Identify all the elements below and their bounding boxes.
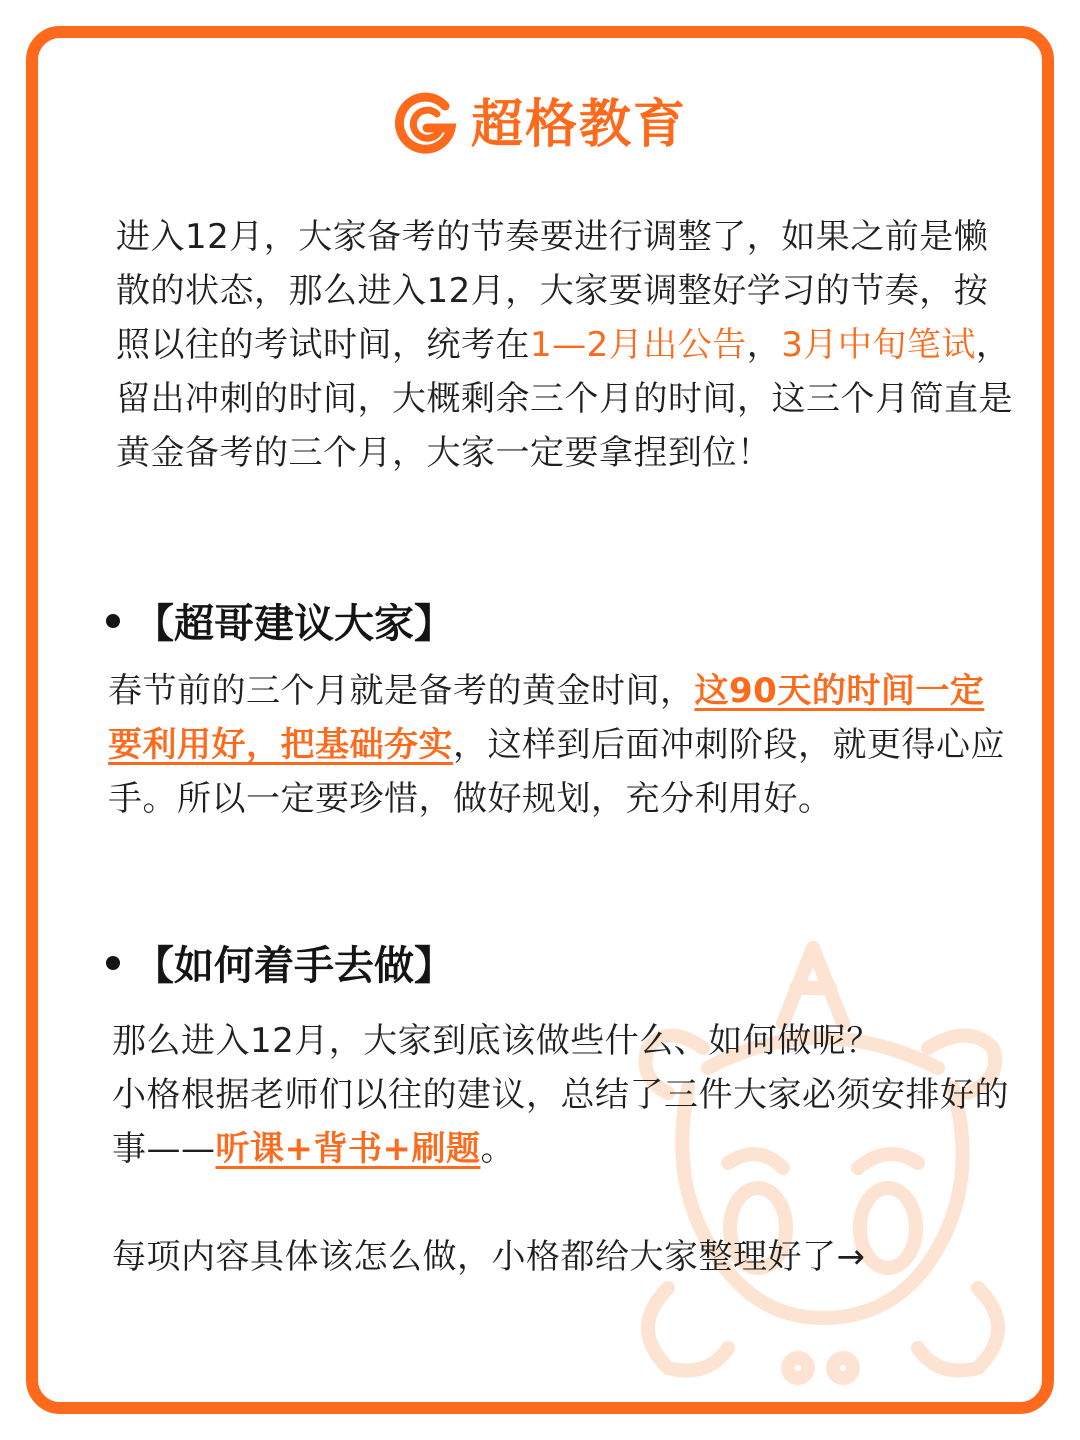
- section1-highlight: 这90天的时间一定要利用好，把基础夯实: [108, 671, 985, 765]
- section2-line2-after: 。: [480, 1129, 515, 1169]
- intro-text-1: 进入12月，大家备考的节奏要进行调整了，如果之前是懒散的状态，那么进入12月，大家要调整好学习的节奏，按照以往的考试时间，统考在: [116, 217, 989, 365]
- intro-text-2: ，留出冲刺的时间，大概剩余三个月的时间，这三个月简直是黄金备考的三个月，大家一定要拿捏到位！: [116, 325, 1013, 473]
- section2-line2: [112, 1068, 1012, 1176]
- bullet-icon: [106, 614, 120, 628]
- intro-highlight-2: 3月中旬笔试: [781, 325, 976, 365]
- g-logo-icon: [393, 92, 459, 158]
- closing-line: 每项内容具体该怎么做，小格都给大家整理好了→: [112, 1237, 866, 1277]
- bullet-icon: [106, 956, 120, 970]
- section1-text-after: ，这样到后面冲刺阶段，就更得心应手。所以一定要珍惜，做好规划，充分利用好。: [108, 725, 1005, 819]
- section2-line2-before: 小格根据老师们以往的建议，总结了三件大家必须安排好的事——: [112, 1075, 1009, 1169]
- intro-highlight-1: 1—2月出公告: [530, 325, 747, 365]
- brand-name: 超格教育: [471, 95, 688, 155]
- section1-paragraph: [108, 664, 1008, 826]
- section1-title: 【超哥建议大家】: [134, 601, 454, 647]
- page-frame: [26, 26, 1054, 1414]
- section2-title: 【如何着手去做】: [134, 943, 454, 989]
- section2-heading: [106, 934, 454, 991]
- intro-separator: ，: [746, 325, 782, 365]
- intro-paragraph: [116, 210, 1016, 480]
- section1-text-before: 春节前的三个月就是备考的黄金时间，: [108, 671, 695, 711]
- section2-line1: 那么进入12月，大家到底该做些什么、如何做呢？: [112, 1021, 881, 1061]
- brand-logo: [393, 90, 687, 160]
- section2-paragraph: [112, 1014, 1012, 1176]
- section2-line2-highlight: 听课+背书+刷题: [215, 1129, 481, 1169]
- section1-heading: [106, 592, 454, 649]
